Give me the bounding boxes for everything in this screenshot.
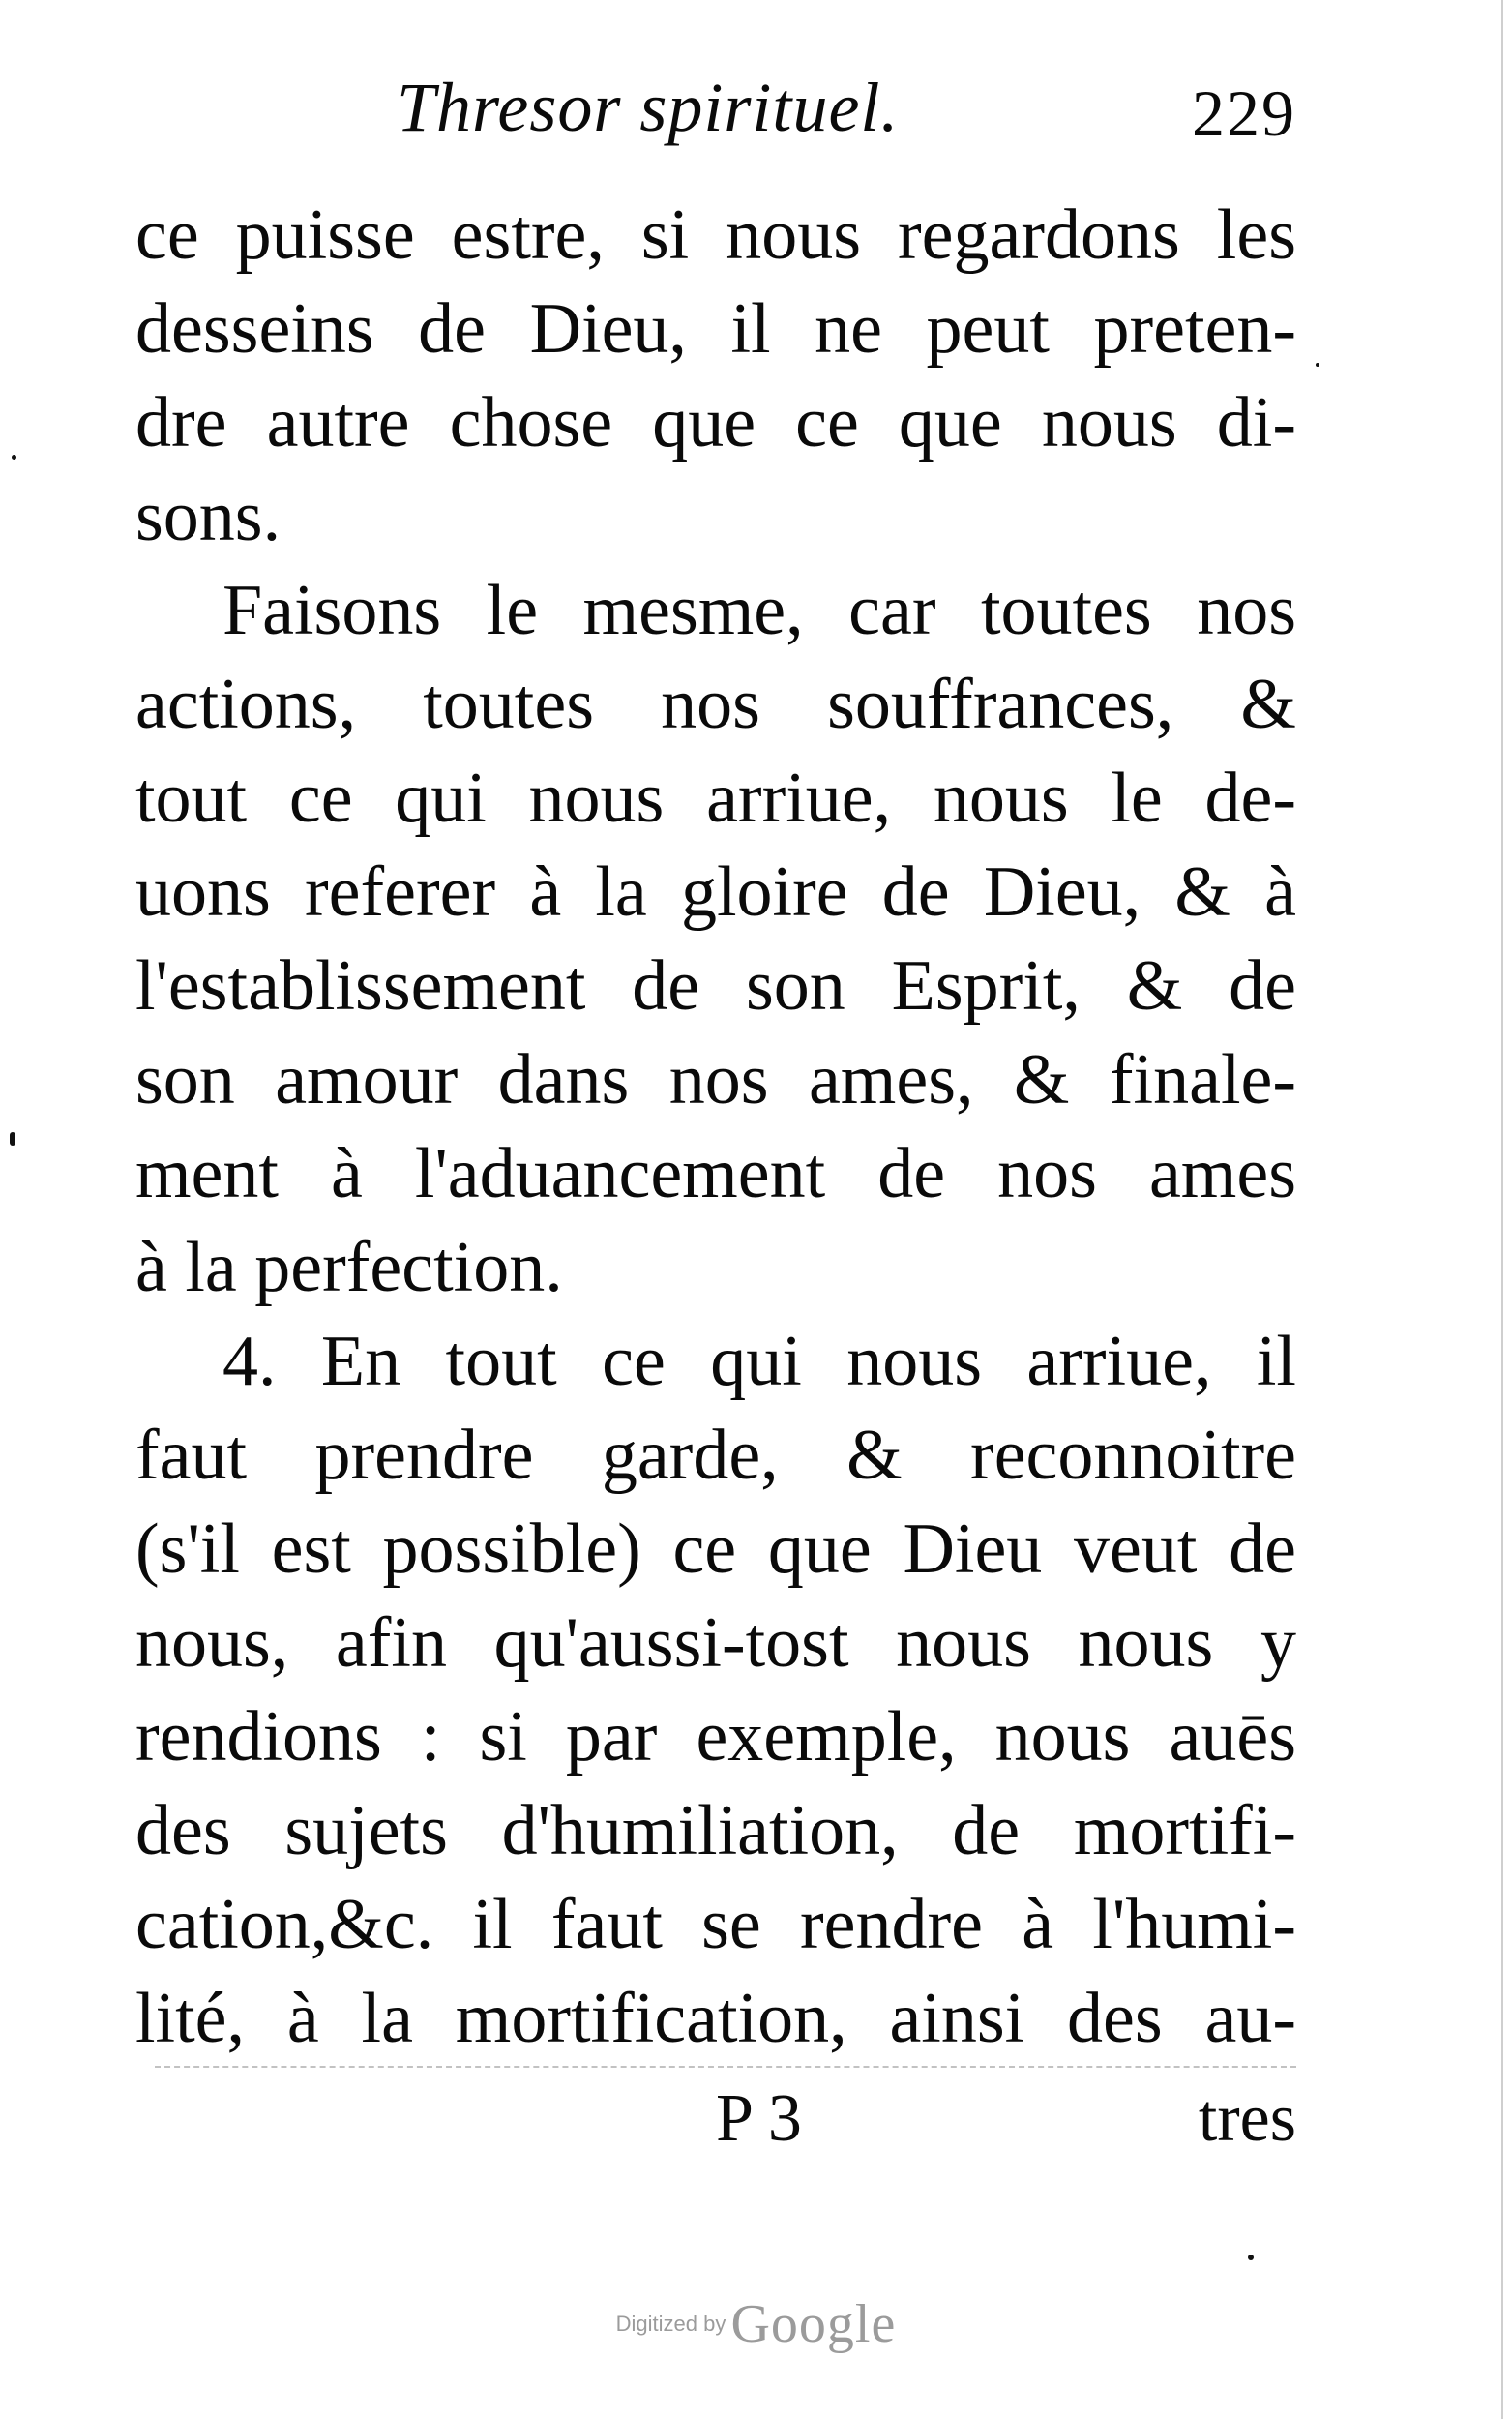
page-number: 229 <box>1192 76 1296 150</box>
text-line: rendions : si par exemple, nous auēs <box>135 1697 1296 1777</box>
text-line: sons. <box>135 477 282 556</box>
text-line: à la perfection. <box>135 1228 563 1307</box>
text-line: 4. En tout ce qui nous arriue, il <box>222 1322 1296 1401</box>
text-line: nous, afin qu'aussi-tost nous nous y <box>135 1603 1296 1683</box>
text-line: uons referer à la gloire de Dieu, & à <box>135 852 1296 932</box>
scan-speck <box>1316 363 1319 367</box>
text-line: lité, à la mortification, ainsi des au- <box>135 1979 1296 2058</box>
scan-speck <box>1248 2255 1254 2260</box>
page-header <box>135 68 1296 174</box>
text-line: tout ce qui nous arriue, nous le de- <box>135 759 1296 838</box>
text-line: ce puisse estre, si nous regardons les <box>135 195 1296 275</box>
catchword: tres <box>1198 2081 1296 2156</box>
text-line: dre autre chose que ce que nous di- <box>135 383 1296 463</box>
watermark-digitized-text: Digitized by <box>615 2312 726 2336</box>
scan-speck <box>10 1132 15 1146</box>
scan-speck <box>12 455 16 460</box>
digitization-watermark <box>0 2293 1512 2355</box>
text-line: (s'il est possible) ce que Dieu veut de <box>135 1509 1296 1589</box>
text-line: actions, toutes nos souffrances, & <box>135 665 1296 744</box>
running-title: Thresor spirituel. <box>397 69 900 146</box>
text-line: ment à l'aduancement de nos ames <box>135 1134 1296 1213</box>
scan-edge-line <box>1501 0 1503 2419</box>
text-line: faut prendre garde, & reconnoitre <box>135 1416 1296 1495</box>
text-line: cation,&c. il faut se rendre à l'humi- <box>135 1885 1296 1964</box>
text-line: des sujets d'humiliation, de mortifi- <box>135 1791 1296 1870</box>
text-line: son amour dans nos ames, & finale- <box>135 1040 1296 1120</box>
text-line: Faisons le mesme, car toutes nos <box>222 571 1296 650</box>
signature-mark: P 3 <box>716 2081 802 2156</box>
watermark-brand-logo: Google <box>730 2294 897 2354</box>
text-line: desseins de Dieu, il ne peut preten- <box>135 289 1296 369</box>
text-line: l'establissement de son Esprit, & de <box>135 946 1296 1026</box>
body-text <box>135 189 1296 2066</box>
page-footer <box>135 2080 1296 2167</box>
footer-divider <box>155 2066 1296 2068</box>
